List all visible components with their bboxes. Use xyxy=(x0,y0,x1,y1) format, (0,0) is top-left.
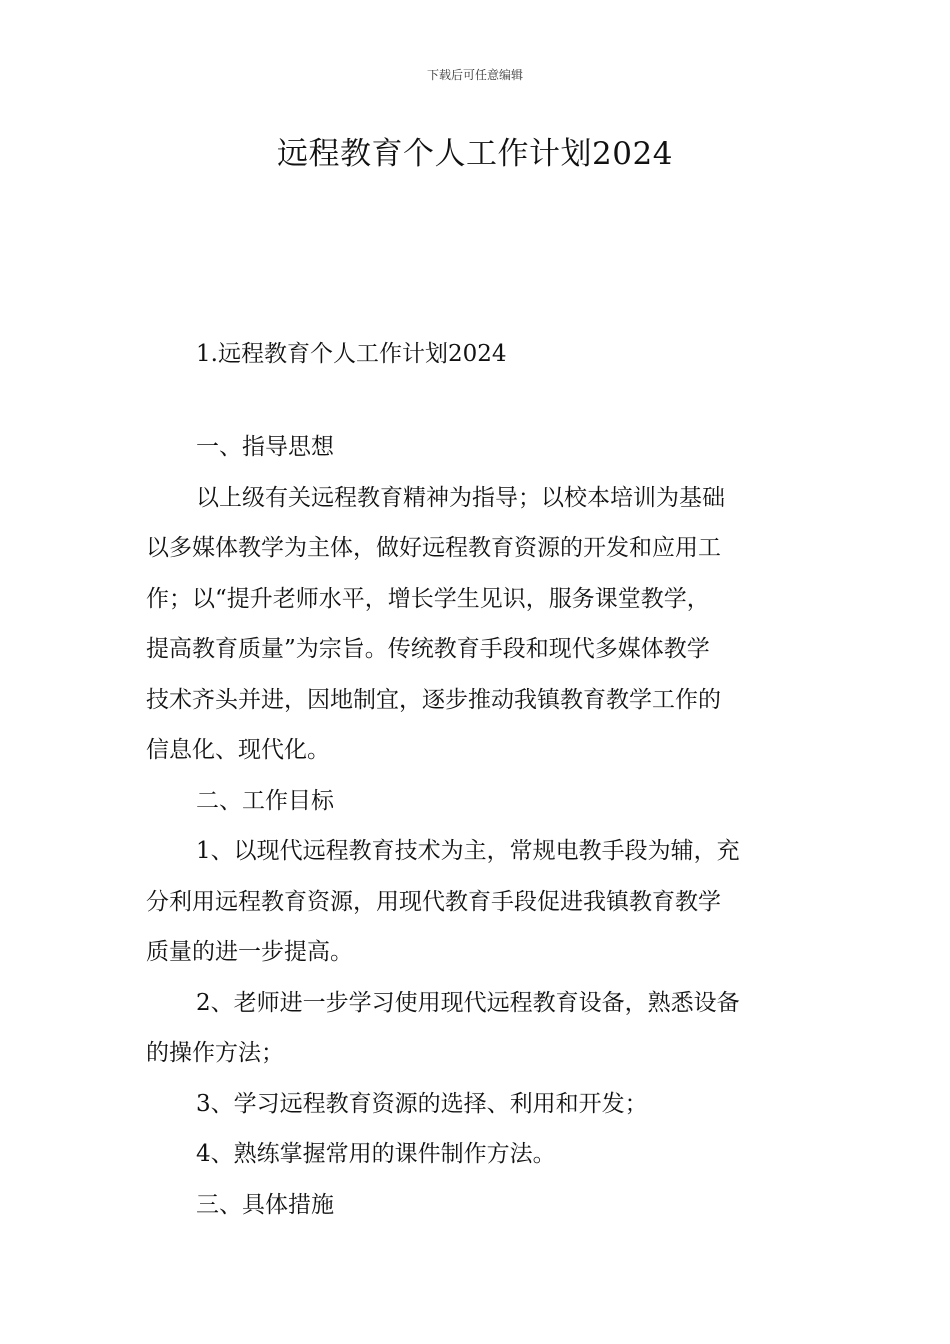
document-title: 远程教育个人工作计划2024 xyxy=(277,136,673,172)
body-line: 4、熟练掌握常用的课件制作方法。 xyxy=(196,1141,556,1167)
body-line: 信息化、现代化。 xyxy=(146,737,330,763)
body-line: 技术齐头并进，因地制宜，逐步推动我镇教育教学工作的 xyxy=(146,686,721,713)
body-line: 的操作方法； xyxy=(146,1040,284,1066)
body-line: 质量的进一步提高。 xyxy=(146,939,353,965)
body-line: 二、工作目标 xyxy=(196,787,334,814)
body-line: 作；以“提升老师水平，增长学生见识，服务课堂教学， xyxy=(146,585,710,612)
body-line: 提高教育质量”为宗旨。传统教育手段和现代多媒体教学 xyxy=(146,636,710,662)
body-line: 分利用远程教育资源，用现代教育手段促进我镇教育教学 xyxy=(146,888,721,915)
body-line: 2、老师进一步学习使用现代远程教育设备，熟悉设备 xyxy=(196,989,740,1016)
section-subtitle: 1.远程教育个人工作计划2024 xyxy=(196,341,507,367)
body-line: 三、具体措施 xyxy=(196,1191,334,1218)
body-line: 1、以现代远程教育技术为主，常规电教手段为辅，充 xyxy=(196,838,740,864)
body-line: 以多媒体教学为主体，做好远程教育资源的开发和应用工 xyxy=(146,535,721,561)
body-line: 以上级有关远程教育精神为指导；以校本培训为基础 xyxy=(196,484,725,511)
document-body xyxy=(146,422,806,1230)
body-line: 一、指导思想 xyxy=(196,434,334,460)
body-line: 3、学习远程教育资源的选择、利用和开发； xyxy=(196,1090,648,1117)
header-note: 下载后可任意编辑 xyxy=(426,68,523,82)
